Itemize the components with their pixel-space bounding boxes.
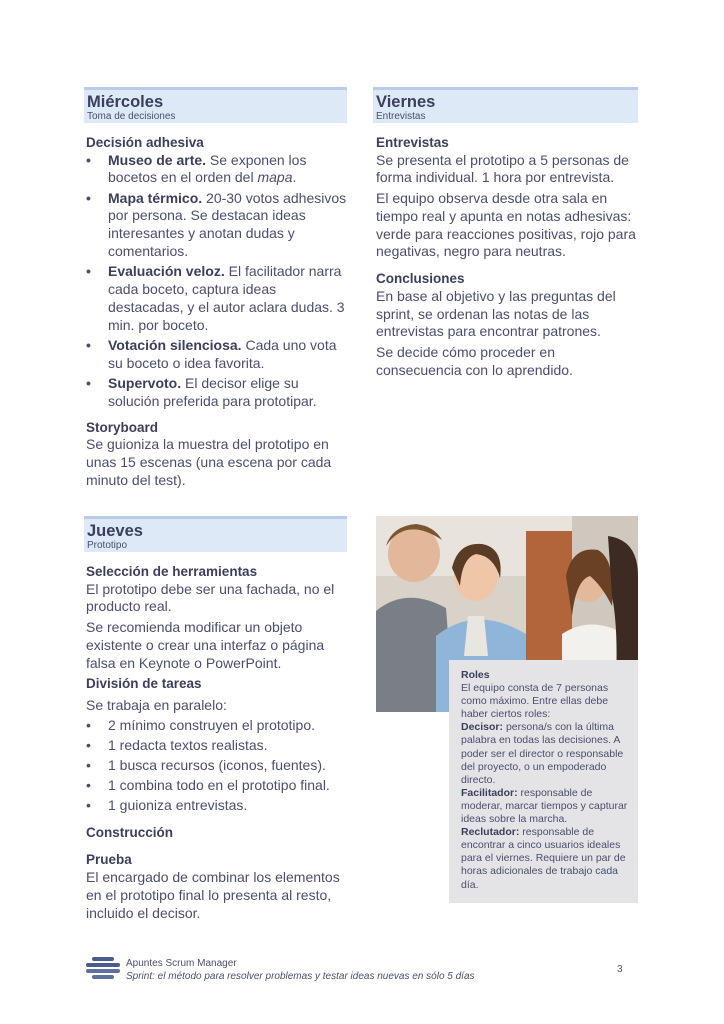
list-item: • 1 combina todo en el prototipo final.	[86, 775, 352, 795]
footer-logo	[86, 957, 120, 984]
thursday-header	[84, 516, 347, 552]
footer-title: Apuntes Scrum Manager	[126, 958, 237, 969]
conclusions-text-1: En base al objetivo y las preguntas del sprint, se ordenan las notas de las entrevistas para encontrar patrones.	[376, 287, 616, 340]
tasks-list	[86, 715, 352, 815]
tools-text-2: Se recomienda modificar un objeto existente o crear una interfaz o página falsa en Keynote o PowerPoint.	[86, 619, 325, 671]
wednesday-title: Miércoles	[87, 93, 164, 111]
decision-heading: Decisión adhesiva	[86, 135, 204, 150]
role-facilitador: Facilitador: responsable de moderar, marcar tiempos y capturar ideas sobre la marcha.	[461, 786, 628, 826]
tools-text-1: El prototipo debe ser una fachada, no el producto real.	[86, 580, 335, 615]
tools-heading: Selección de herramientas	[86, 564, 258, 579]
wednesday-subtitle: Toma de decisiones	[87, 111, 176, 122]
list-item: • Supervoto. El decisor elige su solución preferida para prototipar.	[86, 375, 350, 411]
conclusions-heading: Conclusiones	[376, 271, 465, 287]
list-item: • Mapa térmico. 20-30 votos adhesivos por persona. Se destacan ideas interesantes y anotan dudas y comentarios.	[86, 190, 350, 261]
interviews-text-2: El equipo observa desde otra sala en tiempo real y apunta en notas adhesivas: verde para reacciones positivas, rojo para negativas, negro para neutras.	[376, 190, 636, 260]
footer-text	[126, 958, 475, 983]
wednesday-header	[84, 87, 347, 123]
roles-box	[449, 660, 638, 903]
tasks-heading: División de tareas	[86, 676, 202, 692]
roles-intro: El equipo consta de 7 personas como máximo. Entre ellas debe haber ciertos roles:	[461, 682, 609, 721]
conclusions-text-2: Se decide cómo proceder en consecuencia con lo aprendido.	[376, 344, 573, 378]
test-heading: Prueba	[86, 852, 132, 868]
role-decisor: Decisor: persona/s con la última palabra en todas las decisiones. A poder ser el director o responsable del proyecto, o un empoderado directo.	[461, 721, 624, 786]
list-item: • Museo de arte. Se exponen los bocetos en el orden del mapa.	[86, 152, 350, 188]
wednesday-content	[86, 134, 350, 490]
list-item: • Evaluación veloz. El facilitador narra cada boceto, captura ideas destacadas, y el autor aclara dudas. 3 min. por boceto.	[86, 263, 350, 334]
storyboard-text: Se guioniza la muestra del prototipo en unas 15 escenas (una escena por cada minuto del test).	[86, 436, 332, 488]
interviews-heading: Entrevistas	[376, 135, 449, 150]
friday-header	[373, 87, 638, 123]
list-item: • 1 redacta textos realistas.	[86, 735, 352, 755]
test-text: El encargado de combinar los elementos en el prototipo final lo presenta al resto, incluido el decisor.	[86, 868, 340, 921]
thursday-title: Jueves	[87, 522, 143, 540]
footer-subtitle: Sprint: el método para resolver problemas y testar ideas nuevas en sólo 5 días	[126, 970, 475, 982]
page-number: 3	[617, 964, 623, 975]
storyboard-heading: Storyboard	[86, 419, 159, 435]
list-item: • 1 guioniza entrevistas.	[86, 795, 352, 815]
friday-subtitle: Entrevistas	[376, 111, 426, 122]
role-reclutador: Reclutador: responsable de encontrar a cinco usuarios ideales para el viernes. Requiere un par de horas adicionales de trabajo cada día.	[461, 826, 626, 891]
construction-heading: Construcción	[86, 824, 174, 840]
thursday-content	[86, 563, 352, 922]
friday-title: Viernes	[376, 93, 436, 111]
friday-content	[376, 134, 638, 380]
thursday-subtitle: Prototipo	[87, 540, 128, 551]
list-item: • Votación silenciosa. Cada uno vota su boceto o idea favorita.	[86, 337, 350, 373]
decision-list	[86, 152, 350, 411]
tasks-intro: Se trabaja en paralelo:	[86, 696, 227, 713]
roles-title: Roles	[461, 669, 490, 681]
list-item: • 1 busca recursos (iconos, fuentes).	[86, 755, 352, 775]
interviews-text-1: Se presenta el prototipo a 5 personas de forma individual. 1 hora por entrevista.	[376, 151, 629, 186]
list-item: • 2 mínimo construyen el prototipo.	[86, 715, 352, 735]
